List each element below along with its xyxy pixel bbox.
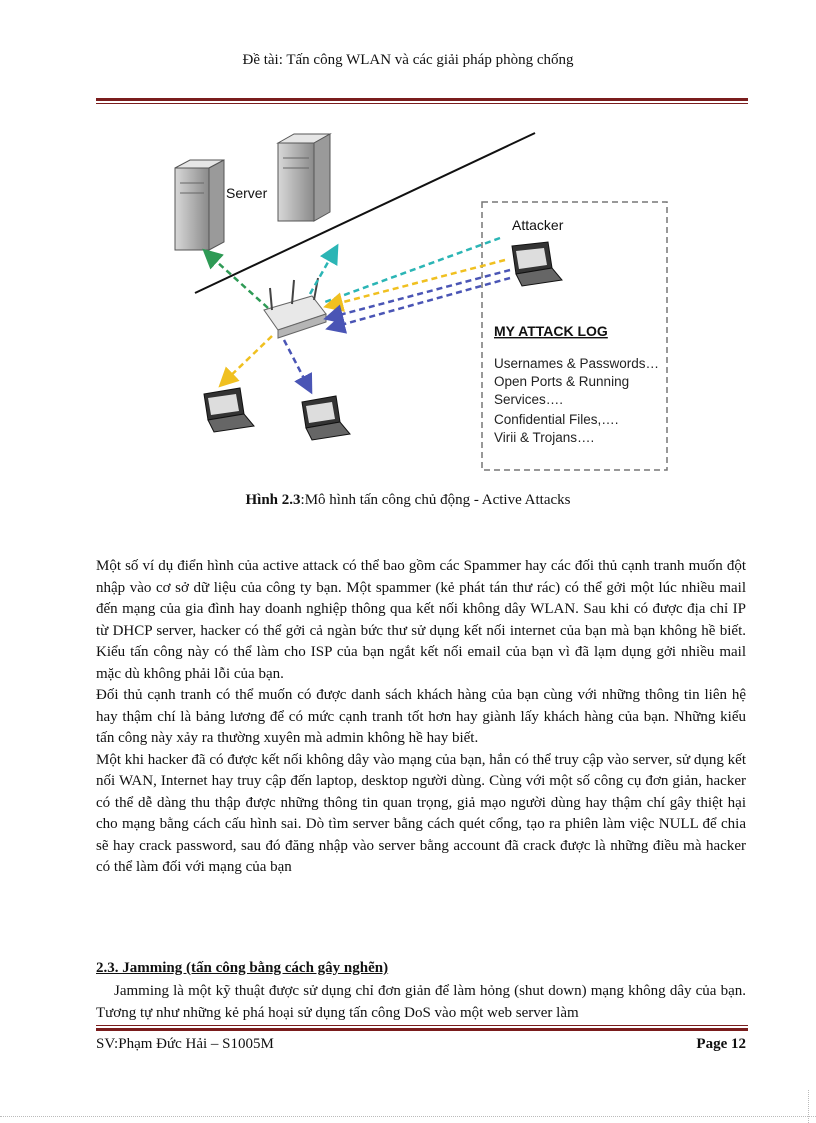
active-attack-figure (160, 128, 680, 483)
network-diagram (160, 128, 680, 483)
arrow-yellow (328, 260, 505, 306)
paragraph: Một số ví dụ điển hình của active attack có thể bao gồm các Spammer hay các đối thủ cạnh tranh muốn đột nhập vào cơ sở dữ liệu của công ty bạn. Một spammer (kẻ phát tán thư rác) có thể gởi một lúc nhiều mail đến mạng của gia đình hay doanh nghiệp thông qua kết nối không dây WLAN. Sau khi có được địa chỉ IP từ DHCP server, hacker có thể gởi cả ngàn bức thư sử dụng kết nối internet của bạn mà bạn không hề biết. Kiểu tấn công này có thể làm cho ISP của bạn ngắt kết nối email của bạn vì đã lạm dụng gởi nhiều mail mặc dù không phải lỗi của bạn. (96, 558, 746, 682)
server-icon (175, 160, 224, 250)
header-rule-thick (96, 98, 748, 101)
arrow-yellow (222, 336, 272, 384)
arrow-teal (325, 238, 500, 302)
page-edge-mark (808, 1090, 809, 1123)
section-heading: 2.3. Jamming (tấn công bằng cách gây nghẽn) (96, 960, 389, 976)
attack-log-item: Open Ports & Running (494, 374, 630, 389)
laptop-icon (302, 396, 350, 440)
header-rule-thin (96, 103, 748, 104)
footer-author: SV:Phạm Đức Hải – S1005M (96, 1036, 274, 1052)
attack-log-item: Confidential Files,…. (494, 412, 619, 427)
attack-log-title: MY ATTACK LOG (494, 323, 608, 339)
arrow-green (206, 252, 268, 308)
caption-label: Hình 2.3 (245, 492, 301, 508)
laptop-icon (204, 388, 254, 432)
footer-rule-thick (96, 1028, 748, 1031)
section-body: Jamming là một kỹ thuật được sử dụng chỉ đơn giản để làm hỏng (shut down) mạng không dây của bạn. Tương tự như những kẻ phá hoại sử dụng tấn công DoS vào một web server làm (96, 983, 746, 1021)
header-title: Đề tài: Tấn công WLAN và các giải pháp phòng chống (242, 52, 574, 68)
attack-log-item: Services…. (494, 392, 564, 407)
paragraph: Một khi hacker đã có được kết nối không dây vào mạng của bạn, hắn có thể truy cập vào server, sử dụng kết nối WAN, Internet hay truy cập đến laptop, desktop người dùng. Cùng với một số công cụ đơn giản, hacker có thể dễ dàng thu thập được những thông tin quan trọng, giả mạo người dùng hay thậm chí gây thiệt hại cho mạng bằng cách cấu hình sai. Dò tìm server bằng cách quét cổng, tạo ra phiên làm việc NULL để chia sẽ hay crack password, sau đó đăng nhập vào server bằng account đã crack được là những điều mà hacker có thể làm đối với mạng của bạn (96, 751, 746, 875)
attack-log-item: Virii & Trojans…. (494, 430, 595, 445)
page-edge-mark (0, 1116, 816, 1117)
attacker-laptop-icon (512, 242, 562, 286)
arrow-blue (284, 340, 310, 390)
access-point-icon (264, 278, 326, 338)
server-label: Server (226, 185, 268, 201)
figure-caption (0, 492, 816, 509)
page-number: Page 12 (696, 1036, 746, 1052)
attack-log-item: Usernames & Passwords… (494, 356, 660, 371)
arrow-blue (330, 278, 510, 328)
server-icon (278, 134, 330, 221)
arrow-teal (310, 248, 336, 294)
internet-line (195, 133, 535, 293)
paragraph: Đối thủ cạnh tranh có thể muốn có được danh sách khách hàng của bạn cùng với những thông tin liên hệ hay thậm chí là bảng lương để có mức cạnh tranh tốt hơn hay giành lấy khách hàng của bạn. Những kiểu tấn công này xảy ra thường xuyên mà admin không hề hay biết. (96, 687, 746, 746)
attacker-label: Attacker (512, 217, 564, 233)
body-text (96, 556, 746, 879)
caption-text: :Mô hình tấn công chủ động - Active Attacks (300, 492, 571, 508)
footer-rule-thin (96, 1025, 748, 1026)
